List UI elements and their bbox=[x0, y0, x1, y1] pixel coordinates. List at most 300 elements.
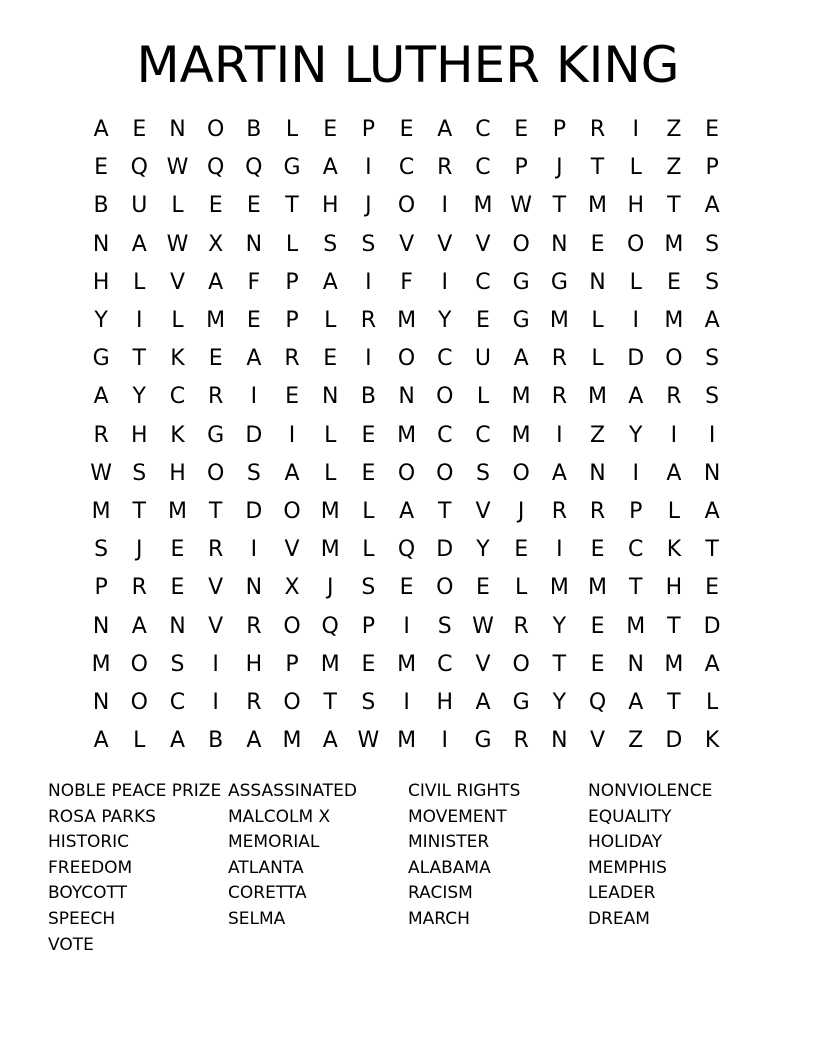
grid-letter[interactable]: M bbox=[511, 384, 531, 410]
grid-letter[interactable]: O bbox=[283, 613, 301, 639]
grid-letter[interactable]: S bbox=[361, 689, 376, 715]
grid-letter[interactable]: O bbox=[206, 460, 225, 486]
grid-letter[interactable]: H bbox=[245, 651, 263, 677]
grid-letter[interactable]: L bbox=[133, 269, 146, 295]
grid-letter[interactable]: M bbox=[320, 498, 340, 524]
grid-letter[interactable]: R bbox=[589, 117, 606, 143]
grid-letter[interactable]: L bbox=[171, 308, 184, 334]
grid-letter[interactable]: Z bbox=[589, 422, 606, 448]
grid-letter[interactable]: M bbox=[473, 193, 493, 219]
grid-letter[interactable]: B bbox=[93, 193, 109, 219]
grid-letter[interactable]: Z bbox=[628, 728, 644, 754]
grid-letter[interactable]: M bbox=[549, 308, 569, 334]
grid-letter[interactable]: H bbox=[665, 575, 683, 601]
grid-letter[interactable]: A bbox=[208, 269, 224, 295]
grid-letter[interactable]: R bbox=[93, 422, 109, 448]
grid-letter[interactable]: V bbox=[590, 728, 606, 754]
grid-letter[interactable]: E bbox=[361, 422, 376, 448]
grid-letter[interactable]: Q bbox=[206, 155, 225, 181]
grid-letter[interactable]: R bbox=[666, 384, 682, 410]
grid-letter[interactable]: J bbox=[556, 155, 563, 181]
grid-letter[interactable]: A bbox=[704, 193, 720, 219]
grid-letter[interactable]: O bbox=[512, 460, 530, 486]
grid-letter[interactable]: Q bbox=[397, 537, 416, 563]
grid-letter[interactable]: V bbox=[169, 269, 185, 295]
grid-letter[interactable]: C bbox=[475, 269, 491, 295]
grid-letter[interactable]: C bbox=[437, 346, 453, 372]
grid-letter[interactable]: I bbox=[632, 460, 639, 486]
grid-letter[interactable]: S bbox=[94, 537, 109, 563]
grid-letter[interactable]: N bbox=[169, 117, 186, 143]
grid-letter[interactable]: X bbox=[284, 575, 300, 601]
grid-letter[interactable]: Y bbox=[552, 689, 567, 715]
grid-letter[interactable]: P bbox=[514, 155, 528, 181]
word-list-item: FREEDOM bbox=[48, 857, 133, 878]
grid-letter[interactable]: E bbox=[476, 308, 490, 334]
grid-letter[interactable]: L bbox=[324, 422, 337, 448]
grid-letter[interactable]: O bbox=[665, 346, 683, 372]
grid-letter[interactable]: H bbox=[169, 460, 186, 486]
grid-letter[interactable]: T bbox=[552, 193, 567, 219]
grid-letter[interactable]: V bbox=[475, 651, 491, 677]
grid-letter[interactable]: R bbox=[437, 155, 453, 181]
grid-letter[interactable]: M bbox=[91, 651, 111, 677]
grid-letter[interactable]: K bbox=[666, 537, 682, 563]
grid-letter[interactable]: O bbox=[130, 651, 148, 677]
grid-letter[interactable]: E bbox=[590, 613, 605, 639]
grid-letter[interactable]: O bbox=[436, 575, 454, 601]
grid-letter[interactable]: Q bbox=[130, 155, 148, 181]
grid-letter[interactable]: O bbox=[397, 346, 416, 372]
grid-letter[interactable]: A bbox=[246, 346, 262, 372]
grid-letter[interactable]: I bbox=[288, 422, 296, 448]
grid-letter[interactable]: R bbox=[246, 689, 262, 715]
grid-letter[interactable]: E bbox=[705, 117, 720, 143]
grid-letter[interactable]: P bbox=[285, 651, 299, 677]
grid-letter[interactable]: A bbox=[322, 155, 338, 181]
grid-letter[interactable]: A bbox=[704, 308, 720, 334]
grid-letter[interactable]: N bbox=[551, 231, 568, 257]
grid-letter[interactable]: M bbox=[206, 308, 226, 334]
grid-letter[interactable]: J bbox=[517, 498, 525, 524]
word-list-item: CORETTA bbox=[228, 883, 307, 904]
grid-letter[interactable]: L bbox=[133, 728, 146, 754]
grid-letter[interactable]: O bbox=[283, 498, 301, 524]
grid-letter[interactable]: C bbox=[475, 117, 491, 143]
grid-letter[interactable]: L bbox=[324, 308, 337, 334]
grid-letter[interactable]: M bbox=[282, 728, 302, 754]
grid-letter[interactable]: Q bbox=[321, 613, 339, 639]
grid-letter[interactable]: E bbox=[246, 193, 261, 219]
grid-letter[interactable]: D bbox=[703, 613, 721, 639]
word-list-item: MEMORIAL bbox=[228, 832, 320, 853]
grid-letter[interactable]: T bbox=[705, 537, 719, 563]
grid-letter[interactable]: S bbox=[705, 384, 720, 410]
grid-letter[interactable]: I bbox=[632, 308, 639, 334]
grid-letter[interactable]: R bbox=[246, 613, 262, 639]
grid-letter[interactable]: G bbox=[283, 155, 301, 181]
grid-letter[interactable]: Z bbox=[666, 155, 682, 181]
grid-letter[interactable]: T bbox=[132, 346, 146, 372]
grid-letter[interactable]: P bbox=[705, 155, 719, 181]
grid-letter[interactable]: M bbox=[320, 537, 340, 563]
grid-letter[interactable]: Z bbox=[666, 117, 682, 143]
grid-letter[interactable]: R bbox=[551, 498, 567, 524]
grid-letter[interactable]: I bbox=[708, 422, 716, 448]
grid-letter[interactable]: S bbox=[705, 346, 720, 372]
grid-letter[interactable]: B bbox=[360, 384, 376, 410]
grid-letter[interactable]: A bbox=[704, 498, 720, 524]
grid-letter[interactable]: P bbox=[361, 117, 376, 143]
grid-letter[interactable]: L bbox=[515, 575, 528, 601]
grid-letter[interactable]: S bbox=[132, 460, 147, 486]
grid-letter[interactable]: N bbox=[589, 269, 606, 295]
grid-letter[interactable]: V bbox=[284, 537, 300, 563]
grid-letter[interactable]: L bbox=[476, 384, 490, 410]
grid-letter[interactable]: C bbox=[475, 155, 491, 181]
grid-letter[interactable]: V bbox=[475, 498, 491, 524]
grid-letter[interactable]: I bbox=[250, 384, 258, 410]
grid-letter[interactable]: N bbox=[169, 613, 186, 639]
grid-letter[interactable]: T bbox=[590, 155, 605, 181]
grid-letter[interactable]: I bbox=[556, 537, 563, 563]
grid-letter[interactable]: I bbox=[403, 613, 410, 639]
grid-letter[interactable]: E bbox=[399, 575, 414, 601]
grid-letter[interactable]: T bbox=[628, 575, 643, 601]
grid-letter[interactable]: G bbox=[512, 269, 530, 295]
grid-letter[interactable]: L bbox=[667, 498, 681, 524]
grid-letter[interactable]: W bbox=[166, 231, 189, 257]
grid-letter[interactable]: Q bbox=[245, 155, 263, 181]
grid-letter[interactable]: G bbox=[550, 269, 568, 295]
grid-letter[interactable]: C bbox=[628, 537, 644, 563]
grid-letter[interactable]: M bbox=[511, 422, 531, 448]
grid-letter[interactable]: T bbox=[552, 651, 567, 677]
grid-letter[interactable]: A bbox=[666, 460, 682, 486]
grid-letter[interactable]: I bbox=[136, 308, 143, 334]
grid-letter[interactable]: G bbox=[474, 728, 492, 754]
grid-letter[interactable]: N bbox=[627, 651, 644, 677]
grid-letter[interactable]: N bbox=[321, 384, 339, 410]
grid-letter[interactable]: M bbox=[397, 422, 417, 448]
grid-letter[interactable]: E bbox=[361, 460, 376, 486]
grid-letter[interactable]: P bbox=[285, 269, 299, 295]
grid-letter[interactable]: F bbox=[400, 269, 413, 295]
grid-letter[interactable]: A bbox=[322, 728, 338, 754]
grid-letter[interactable]: S bbox=[705, 231, 720, 257]
grid-letter[interactable]: C bbox=[437, 651, 453, 677]
grid-letter[interactable]: O bbox=[436, 460, 454, 486]
grid-letter[interactable]: D bbox=[245, 498, 263, 524]
grid-letter[interactable]: L bbox=[324, 460, 337, 486]
grid-letter[interactable]: N bbox=[245, 575, 263, 601]
grid-letter[interactable]: R bbox=[208, 384, 224, 410]
grid-letter[interactable]: I bbox=[212, 651, 219, 677]
grid-letter[interactable]: M bbox=[588, 384, 608, 410]
grid-letter[interactable]: E bbox=[208, 346, 223, 372]
grid-letter[interactable]: E bbox=[170, 575, 185, 601]
grid-letter[interactable]: T bbox=[323, 689, 337, 715]
grid-letter[interactable]: O bbox=[397, 193, 416, 219]
grid-letter[interactable]: M bbox=[664, 231, 684, 257]
grid-letter[interactable]: U bbox=[131, 193, 148, 219]
grid-letter[interactable]: R bbox=[589, 498, 606, 524]
word-list-item: HISTORIC bbox=[48, 832, 130, 853]
grid-letter[interactable]: H bbox=[321, 193, 339, 219]
grid-letter[interactable]: C bbox=[169, 384, 186, 410]
grid-letter[interactable]: M bbox=[91, 498, 111, 524]
grid-letter[interactable]: S bbox=[437, 613, 452, 639]
grid-letter[interactable]: M bbox=[549, 575, 569, 601]
grid-letter[interactable]: V bbox=[437, 231, 453, 257]
grid-letter[interactable]: E bbox=[514, 537, 529, 563]
grid-letter[interactable]: W bbox=[90, 460, 112, 486]
grid-letter[interactable]: J bbox=[326, 575, 334, 601]
grid-letter[interactable]: E bbox=[399, 117, 414, 143]
grid-letter[interactable]: C bbox=[169, 689, 186, 715]
grid-letter[interactable]: E bbox=[666, 269, 681, 295]
grid-letter[interactable]: R bbox=[208, 537, 224, 563]
grid-letter[interactable]: R bbox=[551, 346, 567, 372]
grid-letter[interactable]: C bbox=[437, 422, 453, 448]
grid-letter[interactable]: K bbox=[704, 728, 720, 754]
grid-letter[interactable]: T bbox=[132, 498, 146, 524]
grid-letter[interactable]: T bbox=[438, 498, 452, 524]
grid-letter[interactable]: S bbox=[361, 231, 376, 257]
grid-letter[interactable]: L bbox=[591, 308, 604, 334]
word-list-item: EQUALITY bbox=[588, 806, 672, 827]
grid-letter[interactable]: D bbox=[436, 537, 454, 563]
grid-letter[interactable]: V bbox=[208, 613, 224, 639]
grid-letter[interactable]: E bbox=[208, 193, 223, 219]
grid-letter[interactable]: O bbox=[512, 231, 530, 257]
grid-letter[interactable]: O bbox=[283, 689, 301, 715]
grid-letter[interactable]: N bbox=[589, 460, 606, 486]
grid-letter[interactable]: L bbox=[285, 231, 299, 257]
grid-letter[interactable]: T bbox=[208, 498, 223, 524]
grid-letter[interactable]: I bbox=[441, 193, 449, 219]
grid-letter[interactable]: Q bbox=[588, 689, 607, 715]
grid-letter[interactable]: M bbox=[588, 193, 608, 219]
grid-letter[interactable]: A bbox=[169, 728, 185, 754]
grid-letter[interactable]: K bbox=[170, 422, 185, 448]
grid-letter[interactable]: R bbox=[360, 308, 377, 334]
grid-letter[interactable]: F bbox=[247, 269, 261, 295]
grid-letter[interactable]: J bbox=[365, 193, 372, 219]
grid-letter[interactable]: E bbox=[170, 537, 185, 563]
grid-letter[interactable]: S bbox=[170, 651, 185, 677]
grid-letter[interactable]: E bbox=[514, 117, 529, 143]
grid-letter[interactable]: P bbox=[94, 575, 108, 601]
grid-letter[interactable]: T bbox=[667, 193, 681, 219]
grid-letter[interactable]: R bbox=[551, 384, 567, 410]
grid-letter[interactable]: G bbox=[512, 308, 530, 334]
grid-letter[interactable]: L bbox=[285, 117, 299, 143]
grid-letter[interactable]: L bbox=[362, 498, 375, 524]
grid-letter[interactable]: A bbox=[628, 384, 644, 410]
grid-letter[interactable]: I bbox=[365, 346, 372, 372]
grid-letter[interactable]: G bbox=[512, 689, 530, 715]
grid-letter[interactable]: I bbox=[365, 269, 372, 295]
grid-letter[interactable]: L bbox=[362, 537, 375, 563]
grid-letter[interactable]: A bbox=[284, 460, 300, 486]
grid-letter[interactable]: E bbox=[323, 117, 338, 143]
grid-letter[interactable]: I bbox=[250, 537, 258, 563]
grid-letter[interactable]: L bbox=[591, 346, 604, 372]
grid-letter[interactable]: G bbox=[207, 422, 225, 448]
grid-letter[interactable]: O bbox=[627, 231, 645, 257]
grid-letter[interactable]: M bbox=[167, 498, 187, 524]
grid-letter[interactable]: L bbox=[705, 689, 719, 715]
grid-letter[interactable]: I bbox=[670, 422, 678, 448]
grid-letter[interactable]: J bbox=[136, 537, 143, 563]
grid-letter[interactable]: M bbox=[664, 308, 684, 334]
grid-letter[interactable]: C bbox=[475, 422, 491, 448]
grid-letter[interactable]: H bbox=[627, 193, 644, 219]
grid-letter[interactable]: R bbox=[513, 613, 529, 639]
grid-letter[interactable]: E bbox=[590, 651, 605, 677]
grid-letter[interactable]: A bbox=[437, 117, 453, 143]
grid-letter[interactable]: S bbox=[361, 575, 376, 601]
word-list-item: BOYCOTT bbox=[48, 883, 127, 904]
grid-letter[interactable]: I bbox=[632, 117, 639, 143]
grid-letter[interactable]: M bbox=[588, 575, 608, 601]
grid-letter[interactable]: A bbox=[551, 460, 567, 486]
grid-letter[interactable]: B bbox=[208, 728, 224, 754]
grid-letter[interactable]: A bbox=[93, 117, 109, 143]
grid-letter[interactable]: Y bbox=[552, 613, 567, 639]
grid-letter[interactable]: I bbox=[441, 269, 449, 295]
grid-letter[interactable]: U bbox=[474, 346, 492, 372]
grid-letter[interactable]: L bbox=[629, 155, 642, 181]
grid-letter[interactable]: E bbox=[323, 346, 338, 372]
grid-letter[interactable]: N bbox=[92, 689, 110, 715]
grid-letter[interactable]: V bbox=[475, 231, 491, 257]
grid-letter[interactable]: A bbox=[628, 689, 644, 715]
grid-letter[interactable]: E bbox=[132, 117, 147, 143]
grid-letter[interactable]: S bbox=[475, 460, 490, 486]
grid-letter[interactable]: A bbox=[93, 728, 109, 754]
grid-letter[interactable]: N bbox=[92, 613, 110, 639]
grid-letter[interactable]: E bbox=[246, 308, 261, 334]
grid-letter[interactable]: N bbox=[703, 460, 721, 486]
grid-letter[interactable]: T bbox=[285, 193, 299, 219]
grid-letter[interactable]: R bbox=[284, 346, 300, 372]
grid-letter[interactable]: V bbox=[208, 575, 224, 601]
grid-letter[interactable]: W bbox=[510, 193, 533, 219]
grid-letter[interactable]: O bbox=[512, 651, 530, 677]
grid-letter[interactable]: E bbox=[590, 231, 605, 257]
grid-letter[interactable]: M bbox=[320, 651, 340, 677]
grid-letter[interactable]: P bbox=[629, 498, 643, 524]
grid-letter[interactable]: A bbox=[475, 689, 491, 715]
grid-letter[interactable]: W bbox=[166, 155, 189, 181]
grid-letter[interactable]: P bbox=[285, 308, 299, 334]
grid-letter[interactable]: M bbox=[397, 651, 417, 677]
grid-letter[interactable]: O bbox=[206, 117, 225, 143]
grid-letter[interactable]: Y bbox=[132, 384, 146, 410]
grid-letter[interactable]: N bbox=[245, 231, 263, 257]
grid-letter[interactable]: N bbox=[551, 728, 568, 754]
grid-letter[interactable]: D bbox=[665, 728, 683, 754]
grid-letter[interactable]: E bbox=[705, 575, 720, 601]
grid-letter[interactable]: E bbox=[590, 537, 605, 563]
grid-letter[interactable]: E bbox=[94, 155, 109, 181]
grid-letter[interactable]: O bbox=[397, 460, 416, 486]
grid-letter[interactable]: I bbox=[403, 689, 410, 715]
grid-letter[interactable]: G bbox=[92, 346, 110, 372]
grid-letter[interactable]: I bbox=[556, 422, 563, 448]
word-list-item: MARCH bbox=[408, 908, 470, 929]
grid-letter[interactable]: E bbox=[285, 384, 299, 410]
grid-letter[interactable]: L bbox=[629, 269, 642, 295]
grid-letter[interactable]: Y bbox=[476, 537, 490, 563]
grid-letter[interactable]: M bbox=[626, 613, 646, 639]
grid-letter[interactable]: H bbox=[436, 689, 454, 715]
grid-letter[interactable]: M bbox=[397, 728, 417, 754]
grid-letter[interactable]: D bbox=[627, 346, 645, 372]
grid-letter[interactable]: H bbox=[131, 422, 148, 448]
grid-letter[interactable]: C bbox=[398, 155, 415, 181]
grid-letter[interactable]: S bbox=[246, 460, 261, 486]
grid-letter[interactable]: A bbox=[399, 498, 415, 524]
grid-letter[interactable]: Y bbox=[628, 422, 643, 448]
grid-letter[interactable]: V bbox=[399, 231, 415, 257]
grid-letter[interactable]: I bbox=[365, 155, 372, 181]
grid-letter[interactable]: I bbox=[441, 728, 449, 754]
grid-letter[interactable]: M bbox=[664, 651, 684, 677]
grid-letter[interactable]: B bbox=[246, 117, 262, 143]
grid-letter[interactable]: Y bbox=[94, 308, 108, 334]
grid-letter[interactable]: Y bbox=[438, 308, 452, 334]
grid-letter[interactable]: A bbox=[704, 651, 720, 677]
grid-letter[interactable]: L bbox=[171, 193, 184, 219]
grid-letter[interactable]: W bbox=[472, 613, 494, 639]
grid-letter[interactable]: N bbox=[398, 384, 415, 410]
word-list-item: RACISM bbox=[408, 883, 473, 904]
grid-letter[interactable]: P bbox=[361, 613, 376, 639]
word-list-item: HOLIDAY bbox=[588, 832, 663, 853]
grid-letter[interactable]: M bbox=[397, 308, 417, 334]
grid-letter[interactable]: R bbox=[131, 575, 147, 601]
grid-letter[interactable]: P bbox=[552, 117, 566, 143]
grid-letter[interactable]: O bbox=[436, 384, 454, 410]
grid-letter[interactable]: A bbox=[513, 346, 529, 372]
grid-letter[interactable]: N bbox=[92, 231, 110, 257]
grid-letter[interactable]: A bbox=[131, 613, 147, 639]
grid-letter[interactable]: E bbox=[476, 575, 490, 601]
grid-letter[interactable]: O bbox=[130, 689, 148, 715]
grid-letter[interactable]: A bbox=[322, 269, 338, 295]
grid-letter[interactable]: H bbox=[92, 269, 110, 295]
grid-letter[interactable]: X bbox=[208, 231, 224, 257]
grid-letter[interactable]: S bbox=[323, 231, 338, 257]
grid-letter[interactable]: K bbox=[170, 346, 185, 372]
grid-letter[interactable]: S bbox=[705, 269, 720, 295]
grid-letter[interactable]: A bbox=[131, 231, 147, 257]
grid-letter[interactable]: D bbox=[245, 422, 263, 448]
grid-letter[interactable]: T bbox=[667, 689, 681, 715]
grid-letter[interactable]: T bbox=[667, 613, 681, 639]
grid-letter[interactable]: W bbox=[357, 728, 380, 754]
grid-letter[interactable]: I bbox=[212, 689, 219, 715]
grid-letter[interactable]: A bbox=[246, 728, 262, 754]
grid-letter[interactable]: A bbox=[93, 384, 109, 410]
word-list-item: DREAM bbox=[588, 908, 650, 929]
grid-letter[interactable]: E bbox=[361, 651, 376, 677]
grid-letter[interactable]: R bbox=[513, 728, 529, 754]
word-list bbox=[48, 779, 768, 958]
